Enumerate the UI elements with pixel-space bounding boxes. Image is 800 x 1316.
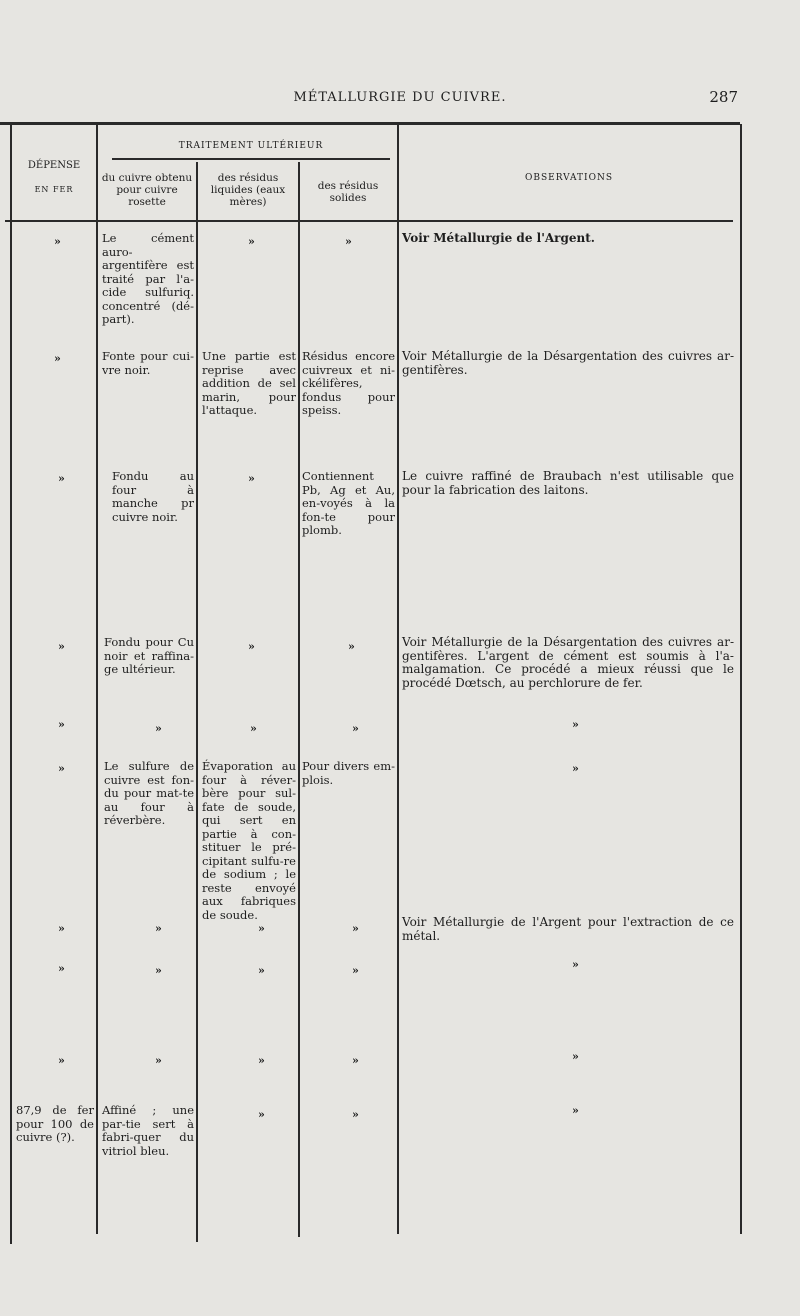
row10-observations-mark: » [572,1104,579,1117]
row9-depense-mark: » [58,1054,65,1067]
row9-cuivre-mark: » [155,1054,162,1067]
row3-observations: Le cuivre raffiné de Braubach n'est utilisable que pour la fabrication des laitons. [402,469,734,497]
traitement-rule [112,158,390,160]
row8-depense-mark: » [58,962,65,975]
row9-observations-mark: » [572,1050,579,1063]
row1-liquides-mark: » [248,235,255,248]
row1-cuivre: Le cément auro-argentifère est traité par l'a-cide sulfuriq. concentré (dé-part). [102,231,194,326]
row8-cuivre-mark: » [155,964,162,977]
row6-cuivre: Le sulfure de cuivre est fon-du pour mat-te au four à réverbère. [104,759,194,827]
header-observations: OBSERVATIONS [524,173,614,183]
page-number: 287 [709,88,738,106]
col-rule-left [10,124,12,1244]
row9-liquides-mark: » [258,1054,265,1067]
row3-depense-mark: » [58,472,65,485]
row2-observations: Voir Métallurgie de la Désargentation des cuivres ar-gentifères. [402,349,734,377]
row10-solides-mark: » [352,1108,359,1121]
row6-solides: Pour divers em-plois. [302,759,395,787]
header-bottom-rule [5,220,733,222]
row8-solides-mark: » [352,964,359,977]
col-rule-right [740,124,742,1234]
row9-solides-mark: » [352,1054,359,1067]
row10-depense: 87,9 de fer pour 100 de cuivre (?). [16,1103,94,1144]
row8-liquides-mark: » [258,964,265,977]
row5-depense-mark: » [58,718,65,731]
row1-observations: Voir Métallurgie de l'Argent. [402,231,595,245]
row2-cuivre: Fonte pour cui-vre noir. [102,349,194,377]
row5-solides-mark: » [352,722,359,735]
row7-depense-mark: » [58,922,65,935]
row10-cuivre: Affiné ; une par-tie sert à fabri-quer du vitriol bleu. [102,1103,194,1158]
row7-liquides-mark: » [258,922,265,935]
header-residus-solides: des résidus solides [317,180,379,204]
row10-liquides-mark: » [258,1108,265,1121]
running-head: MÉTALLURGIE DU CUIVRE. [293,90,507,105]
header-residus-liquides: des résidus liquides (eaux mères) [210,172,286,208]
row5-cuivre-mark: » [155,722,162,735]
row6-observations-mark: » [572,762,579,775]
row8-observations-mark: » [572,958,579,971]
row4-solides-mark: » [348,640,355,653]
row5-liquides-mark: » [250,722,257,735]
row2-solides: Résidus encore cuivreux et ni-ckélifères, fondus pour speiss. [302,349,395,417]
col-rule-depense [96,124,98,1234]
header-cuivre: du cuivre obtenu pour cuivre rosette [101,172,193,208]
col-rule-solides [397,124,399,1234]
row3-solides: Contiennent Pb, Ag et Au, en-voyés à la fon-te pour plomb. [302,469,395,537]
row2-depense-mark: » [54,352,61,365]
row1-solides-mark: » [345,235,352,248]
col-rule-liquides [298,162,300,1237]
row5-observations-mark: » [572,718,579,731]
row6-liquides: Évaporation au four à réver-bère pour sul-fate de soude, qui sert en partie à con-stituer le pré-cipitant sulfu-re de sodium ; le reste envoyé aux fabriques de soude. [202,759,296,922]
col-rule-cuivre [196,162,198,1242]
row4-observations: Voir Métallurgie de la Désargentation des cuivres ar-gentifères. L'argent de cément est soumis à l'a-malgamation. Ce procédé a mieux réussi que le procédé Dœtsch, au perchlorure de fer. [402,635,734,690]
row7-solides-mark: » [352,922,359,935]
row1-depense-mark: » [54,235,61,248]
row6-depense-mark: » [58,762,65,775]
row4-cuivre: Fondu pour Cu noir et raffina-ge ultérieur. [104,635,194,676]
row2-liquides: Une partie est reprise avec addition de sel marin, pour l'attaque. [202,349,296,417]
header-traitement: TRAITEMENT ULTÉRIEUR [178,141,324,151]
table-top-rule [0,122,740,125]
row4-depense-mark: » [58,640,65,653]
row7-observations: Voir Métallurgie de l'Argent pour l'extraction de ce métal. [402,915,734,943]
row3-liquides-mark: » [248,472,255,485]
row3-cuivre: Fondu au four à manche pr cuivre noir. [112,469,194,524]
row4-liquides-mark: » [248,640,255,653]
row7-cuivre-mark: » [155,922,162,935]
header-depense: DÉPENSE EN FER [27,160,81,194]
